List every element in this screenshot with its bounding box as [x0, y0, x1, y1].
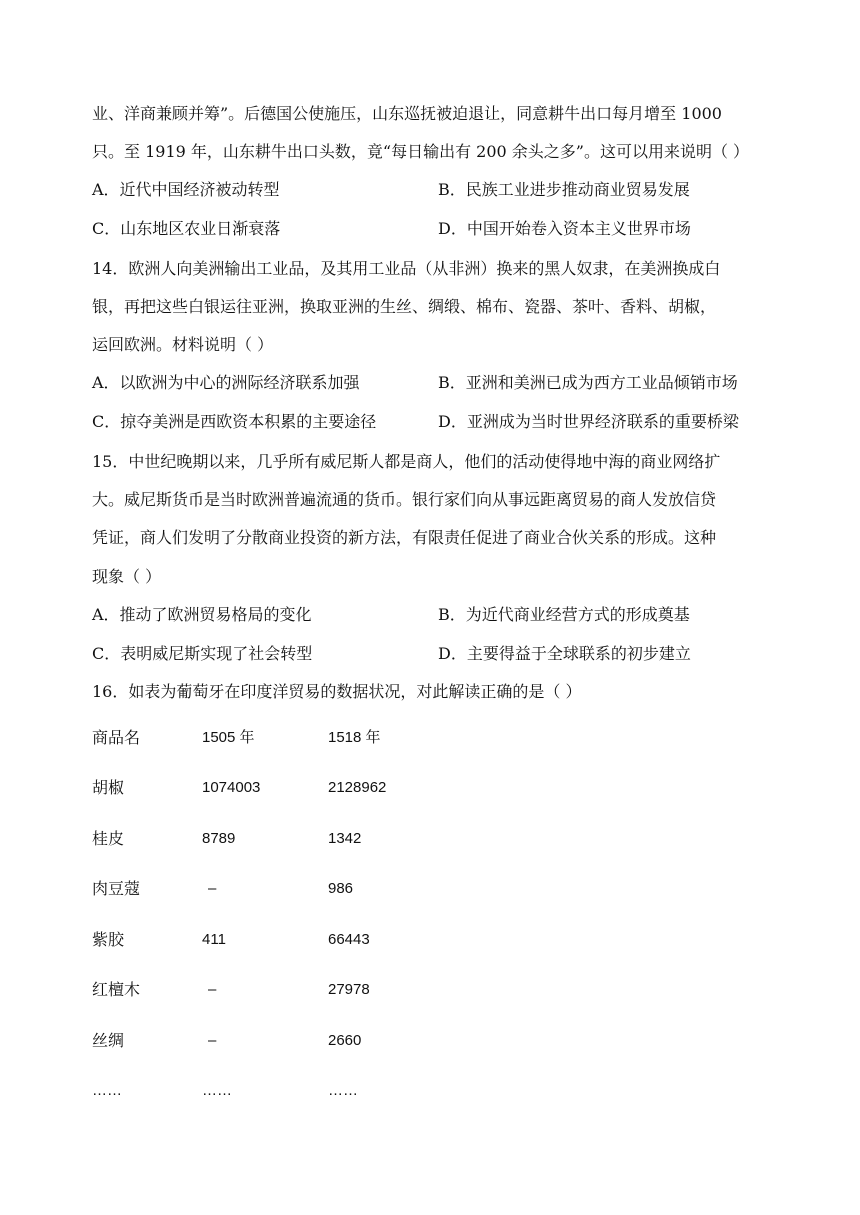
q14-option-a: A．以欧洲为中心的洲际经济联系加强	[92, 373, 360, 392]
table-cell-1518: 2128962	[328, 779, 387, 796]
q15-stem-line-2: 大。威尼斯货币是当时欧洲普遍流通的货币。银行家们向从事远距离贸易的商人发放信贷	[92, 490, 717, 509]
table-cell-1518: 66443	[328, 931, 370, 948]
q13-option-d: D．中国开始卷入资本主义世界市场	[438, 219, 691, 238]
q15-option-c: C．表明威尼斯实现了社会转型	[92, 644, 313, 663]
q14-option-c: C．掠夺美洲是西欧资本积累的主要途径	[92, 412, 377, 431]
table-row	[92, 1029, 492, 1053]
table-row	[92, 978, 492, 1002]
q16-stem: 16．如表为葡萄牙在印度洋贸易的数据状况，对此解读正确的是（ ）	[92, 682, 582, 701]
q13-option-a: A．近代中国经济被动转型	[92, 180, 280, 199]
table-row	[92, 928, 492, 952]
q13-stem-line-2: 只。至 1919 年，山东耕牛出口头数，竟“每日输出有 200 余头之多”。这可以用来说明（ ）	[92, 142, 750, 161]
table-cell-commodity: 肉豆蔻	[92, 879, 141, 898]
q15-stem-line-4: 现象（ ）	[92, 567, 162, 586]
table-cell-1505: 8789	[202, 830, 236, 847]
table-cell-1505: 1074003	[202, 779, 261, 796]
table-cell-1518: 2660	[328, 1032, 362, 1049]
q13-option-b: B．民族工业进步推动商业贸易发展	[438, 180, 690, 199]
q15-stem-line-3: 凭证，商人们发明了分散商业投资的新方法，有限责任促进了商业合伙关系的形成。这种	[92, 528, 717, 547]
table-header-cell: 1505 年	[202, 729, 255, 746]
table-cell-1518: 27978	[328, 981, 370, 998]
table-cell-1518: 1342	[328, 830, 362, 847]
q15-option-a: A．推动了欧洲贸易格局的变化	[92, 605, 312, 624]
table-cell-1505: –	[208, 1032, 217, 1049]
table-header-cell: 1518 年	[328, 729, 381, 746]
q15-option-b: B．为近代商业经营方式的形成奠基	[438, 605, 690, 624]
table-row	[92, 877, 492, 901]
q14-option-b: B．亚洲和美洲已成为西方工业品倾销市场	[438, 373, 738, 392]
table-row	[92, 1079, 492, 1103]
table-row	[92, 776, 492, 800]
table-cell-commodity: 紫胶	[92, 930, 125, 949]
q13-stem-line-1: 业、洋商兼顾并筹”。后德国公使施压，山东巡抚被迫退让，同意耕牛出口每月增至 1000	[92, 104, 722, 123]
table-cell-commodity: 胡椒	[92, 778, 125, 797]
q14-stem-line-2: 银，再把这些白银运往亚洲，换取亚洲的生丝、绸缎、棉布、瓷器、茶叶、香料、胡椒，	[92, 297, 717, 316]
table-row	[92, 827, 492, 851]
table-cell-commodity: 红檀木	[92, 980, 141, 999]
table-header-cell: 商品名	[92, 728, 141, 747]
table-header-row	[92, 726, 492, 750]
table-cell-1505: –	[208, 981, 217, 998]
table-cell-1505: 411	[202, 931, 226, 948]
q14-stem-line-3: 运回欧洲。材料说明（ ）	[92, 335, 274, 354]
table-cell-1505: ……	[202, 1082, 232, 1099]
q15-stem-line-1: 15．中世纪晚期以来，几乎所有威尼斯人都是商人，他们的活动使得地中海的商业网络扩	[92, 452, 721, 471]
q15-option-d: D．主要得益于全球联系的初步建立	[438, 644, 691, 663]
table-cell-commodity: 丝绸	[92, 1031, 125, 1050]
q14-option-d: D．亚洲成为当时世界经济联系的重要桥梁	[438, 412, 739, 431]
q14-stem-line-1: 14．欧洲人向美洲输出工业品，及其用工业品（从非洲）换来的黑人奴隶，在美洲换成白	[92, 259, 721, 278]
table-cell-commodity: 桂皮	[92, 829, 125, 848]
table-cell-1518: ……	[328, 1082, 358, 1099]
table-cell-1505: –	[208, 880, 217, 897]
q13-option-c: C．山东地区农业日渐衰落	[92, 219, 281, 238]
table-cell-commodity: ……	[92, 1082, 122, 1099]
table-cell-1518: 986	[328, 880, 354, 897]
